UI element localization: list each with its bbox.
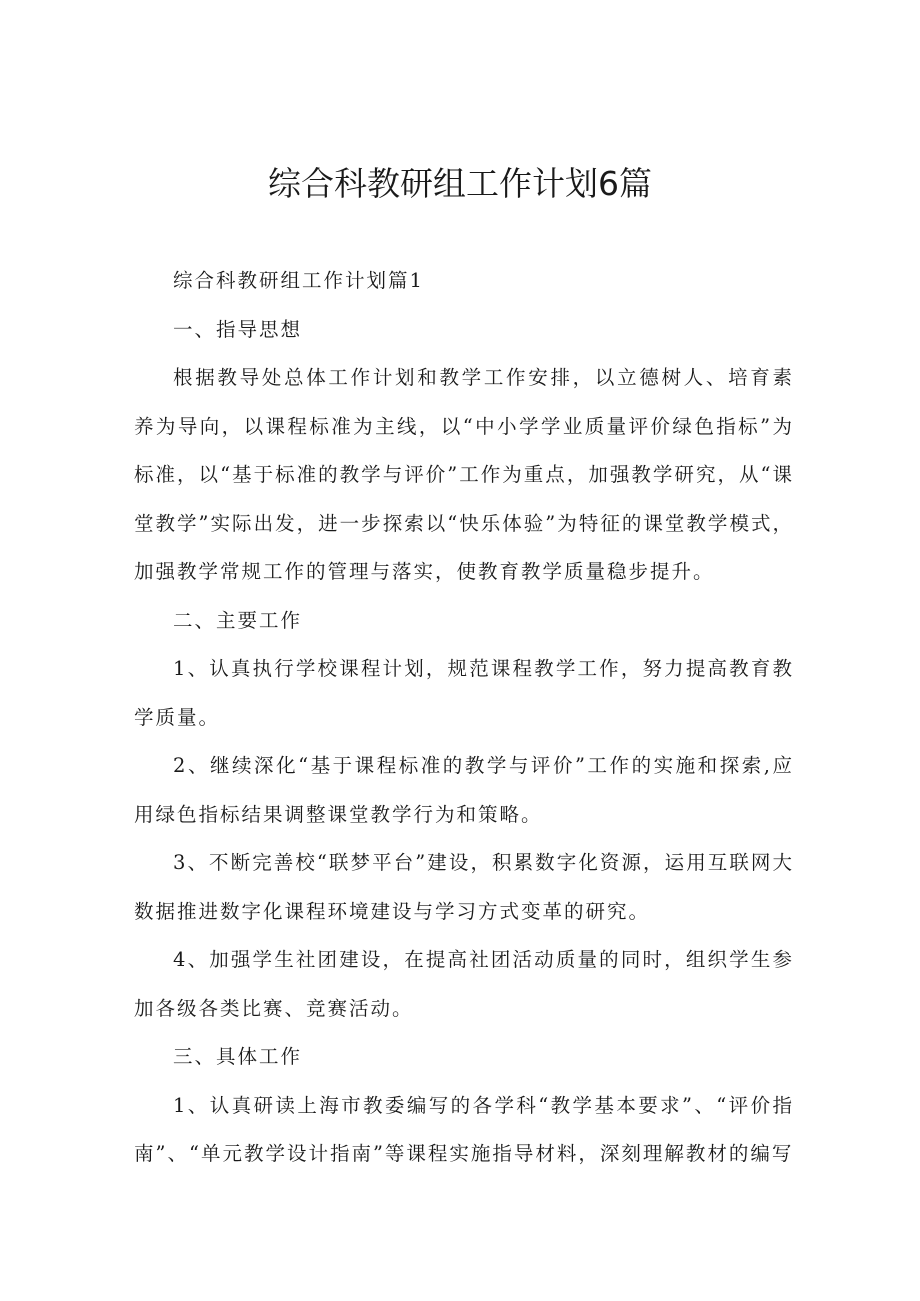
paragraph-specific-work-1: 1、认真研读上海市教委编写的各学科“教学基本要求”、“评价指南”、“单元教学设计指南”等课程实施指导材料，深刻理解教材的编写 <box>134 1093 794 1165</box>
paragraph-main-work-4: 4、加强学生社团建设，在提高社团活动质量的同时，组织学生参加各级各类比赛、竞赛活动。 <box>134 948 794 1020</box>
paragraph-main-work-2: 2、继续深化“基于课程标准的教学与评价”工作的实施和探索,应用绿色指标结果调整课堂教学行为和策略。 <box>134 754 794 826</box>
paragraph-main-work-1: 1、认真执行学校课程计划，规范课程教学工作，努力提高教育教学质量。 <box>134 657 794 729</box>
document-body <box>134 257 794 1179</box>
heading-main-work: 二、主要工作 <box>173 608 303 632</box>
heading-guiding-ideology: 一、指导思想 <box>173 317 303 341</box>
paragraph-guiding-ideology: 根据教导处总体工作计划和教学工作安排，以立德树人、培育素养为导向，以课程标准为主线，以“中小学学业质量评价绿色指标”为标准，以“基于标准的教学与评价”工作为重点，加强教学研究，从“课堂教学”实际出发，进一步探索以“快乐体验”为特征的课堂教学模式，加强教学常规工作的管理与落实，使教育教学质量稳步提升。 <box>134 366 794 583</box>
paragraph-main-work-3: 3、不断完善校“联梦平台”建设，积累数字化资源，运用互联网大数据推进数字化课程环境建设与学习方式变革的研究。 <box>134 851 794 923</box>
section-subtitle: 综合科教研组工作计划篇1 <box>173 269 424 292</box>
document-title: 综合科教研组工作计划6篇 <box>268 164 652 203</box>
heading-specific-work: 三、具体工作 <box>173 1045 303 1068</box>
